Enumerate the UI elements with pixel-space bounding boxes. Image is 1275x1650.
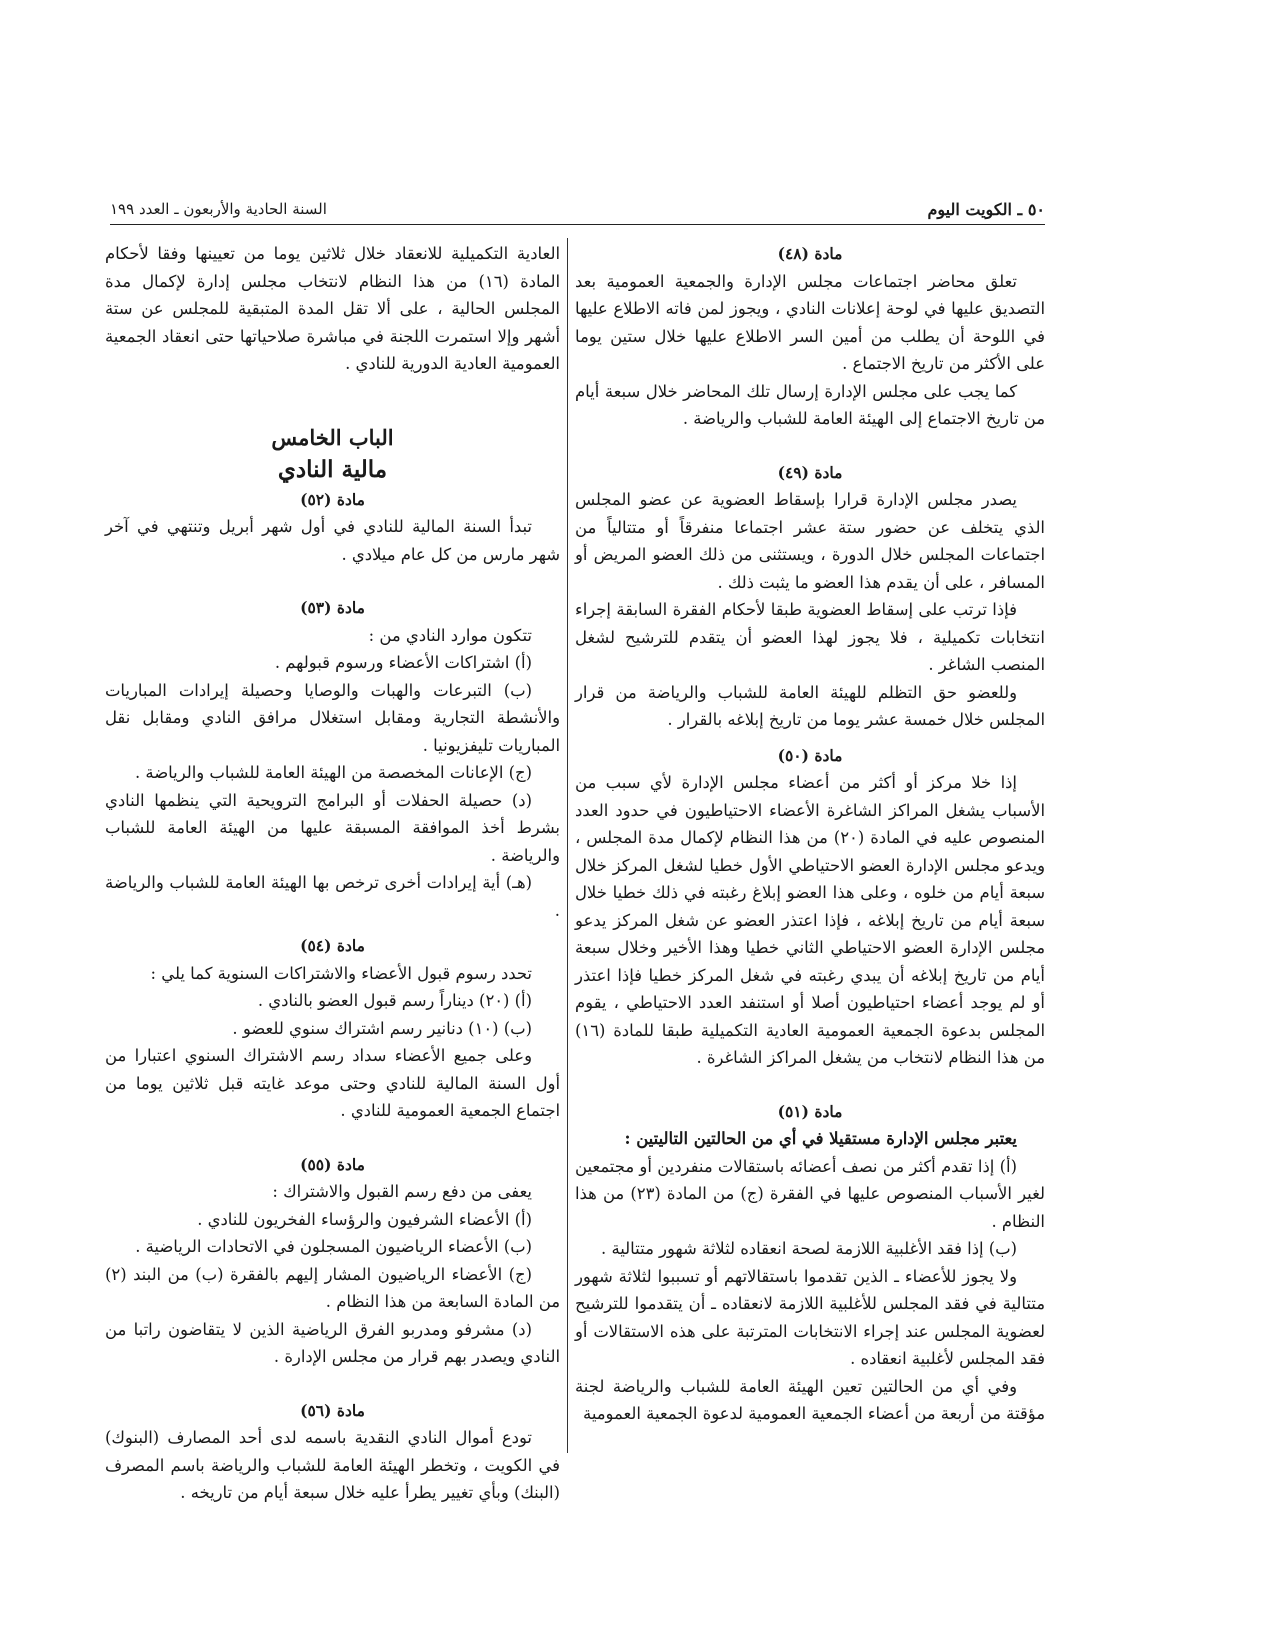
article-55-item-b: (ب) الأعضاء الرياضيون المسجلون في الاتحادات الرياضية . xyxy=(135,1237,532,1256)
left-column xyxy=(105,240,560,1507)
article-48-title: مادة (٤٨) xyxy=(777,244,843,263)
article-53-item-c: (ج) الإعانات المخصصة من الهيئة العامة للشباب والرياضة . xyxy=(135,763,532,782)
article-53-item-e: (هـ) أية إيرادات أخرى ترخص بها الهيئة العامة للشباب والرياضة . xyxy=(105,873,560,920)
article-51-title: مادة (٥١) xyxy=(777,1101,843,1121)
article-54-item-b: (ب) (١٠) دنانير رسم اشتراك سنوي للعضو . xyxy=(232,1018,532,1038)
article-54-item-a: (أ) (٢٠) ديناراً رسم قبول العضو بالنادي . xyxy=(257,991,532,1010)
column-divider xyxy=(567,238,568,1453)
article-51-paragraph-2: ولا يجوز للأعضاء ـ الذين تقدموا باستقالاتهم أو تسببوا لثلاثة شهور متتالية في فقد المجلس للأغلبية اللازمة لانعقاده ـ أن يتقدموا للترشيح لعضوية المجلس عند إجراء الانتخابات المترتبة على هذه الاستقالات أو فقد المجلس لأغلبية انعقاده . xyxy=(575,1266,1045,1368)
article-56-paragraph: تودع أموال النادي النقدية باسمه لدى أحد المصارف (البنوك) في الكويت ، وتخطر الهيئة العامة للشباب والرياضة باسم المصرف (البنك) وبأي تغيير يطرأ عليه خلال سبعة أيام من تاريخه . xyxy=(105,1428,560,1502)
article-49-title: مادة (٤٩) xyxy=(777,462,843,482)
article-53-item-a: (أ) اشتراكات الأعضاء ورسوم قبولهم . xyxy=(274,653,532,672)
article-51-paragraph-3: وفي أي من الحالتين تعين الهيئة العامة للشباب والرياضة لجنة مؤقتة من أربعة من أعضاء الجمعية العمومية لدعوة الجمعية العمومية xyxy=(575,1376,1045,1423)
article-55-item-a: (أ) الأعضاء الشرفيون والرؤساء الفخريون للنادي . xyxy=(197,1209,532,1229)
header-page-number-title: ٥٠ ـ الكويت اليوم xyxy=(927,200,1045,219)
article-51-item-b: (ب) إذا فقد الأغلبية اللازمة لصحة انعقاده لثلاثة شهور متتالية . xyxy=(601,1239,1017,1258)
article-54-title: مادة (٥٤) xyxy=(300,936,365,955)
article-54-intro: تحدد رسوم قبول الأعضاء والاشتراكات السنوية كما يلي : xyxy=(150,963,532,983)
article-55-title: مادة (٥٥) xyxy=(300,1154,365,1174)
header-issue-info: السنة الحادية والأربعون ـ العدد ١٩٩ xyxy=(110,200,327,218)
continued-paragraph: العادية التكميلية للانعقاد خلال ثلاثين يوما من تعيينها وفقا لأحكام المادة (١٦) من هذا النظام لانتخاب مجلس إدارة لإكمال مدة المجلس الحالية ، على ألا تقل المدة المتبقية للمجلس عن ستة أشهر وإلا استمرت اللجنة في مباشرة صلاحياتها حتى انعقاد الجمعية العمومية العادية الدورية للنادي . xyxy=(105,244,560,373)
article-54-paragraph-2: وعلى جميع الأعضاء سداد رسم الاشتراك السنوي اعتبارا من أول السنة المالية للنادي وحتى موعد غايته قبل ثلاثين يوما من اجتماع الجمعية العمومية للنادي . xyxy=(105,1046,560,1120)
right-column xyxy=(575,240,1045,1428)
article-51-item-a: (أ) إذا تقدم أكثر من نصف أعضائه باستقالات منفردين أو مجتمعين لغير الأسباب المنصوص عليها في الفقرة (ج) من المادة (٢٣) من هذا النظام . xyxy=(575,1156,1046,1231)
article-53-intro: تتكون موارد النادي من : xyxy=(368,625,532,645)
article-53-title: مادة (٥٣) xyxy=(300,598,365,617)
article-55-item-d: (د) مشرفو ومدربو الفرق الرياضية الذين لا يتقاضون راتبا من النادي ويصدر بهم قرار من مجلس الإدارة . xyxy=(105,1319,560,1366)
article-49-paragraph-2: فإذا ترتب على إسقاط العضوية طبقا لأحكام الفقرة السابقة إجراء انتخابات تكميلية ، فلا يجوز لهذا العضو أن يتقدم للترشيح لشغل المنصب الشاغر . xyxy=(575,600,1045,674)
article-52-paragraph: تبدأ السنة المالية للنادي في أول شهر أبريل وتنتهي في آخر شهر مارس من كل عام ميلادي . xyxy=(105,517,560,564)
article-48-paragraph-2: كما يجب على مجلس الإدارة إرسال تلك المحاضر خلال سبعة أيام من تاريخ الاجتماع إلى الهيئة العامة للشباب والرياضة . xyxy=(575,381,1045,428)
article-53-item-b: (ب) التبرعات والهبات والوصايا وحصيلة إيرادات المباريات والأنشطة التجارية ومقابل استغلال مرافق النادي ومقابل نقل المباريات تليفزيونيا . xyxy=(105,680,560,755)
article-49-paragraph-1: يصدر مجلس الإدارة قرارا بإسقاط العضوية عن عضو المجلس الذي يتخلف عن حضور ستة عشر اجتماعا منفرقاً أو متتالياً من اجتماعات المجلس خلال الدورة ، ويستثنى من ذلك العضو المريض أو المسافر ، على أن يقدم هذا العضو ما يثبت ذلك . xyxy=(575,490,1045,592)
article-50-title: مادة (٥٠) xyxy=(777,745,843,765)
article-48-paragraph-1: تعلق محاضر اجتماعات مجلس الإدارة والجمعية العمومية بعد التصديق عليها في لوحة إعلانات النادي ، ويجوز لمن فاته الاطلاع عليها في اللوحة أن يطلب من أمين السر الاطلاع عليها خلال ستين يوما على الأكثر من تاريخ الاجتماع . xyxy=(575,271,1045,373)
article-53-item-d: (د) حصيلة الحفلات أو البرامج الترويحية التي ينظمها النادي بشرط أخذ الموافقة المسبقة عليها من الهيئة العامة للشباب والرياضة . xyxy=(105,790,560,865)
article-50-paragraph-1: إذا خلا مركز أو أكثر من أعضاء مجلس الإدارة لأي سبب من الأسباب يشغل المراكز الشاغرة الأعضاء الاحتياطيون في حدود العدد المنصوص عليه في المادة (٢٠) من هذا النظام لإكمال مدة المجلس ، ويدعو مجلس الإدارة العضو الاحتياطي الأول خطيا لشغل المركز خلال سبعة أيام من خلوه ، وعلى هذا العضو إبلاغ رغبته في ذلك خطيا خلال سبعة أيام من تاريخ إبلاغه ، فإذا اعتذر العضو عن شغل المركز يدعو مجلس الإدارة العضو الاحتياطي الثاني خطيا وهذا الأخير وخلال سبعة أيام من تاريخ إبلاغه أن يبدي رغبته في شغل المركز خطيا فإذا اعتذر أو لم يوجد أعضاء احتياطيون أصلا أو استنفد العدد الاحتياطي ، يقوم المجلس بدعوة الجمعية العمومية العادية التكميلية طبقا للمادة (١٦) من هذا النظام لانتخاب من يشغل المراكز الشاغرة . xyxy=(575,773,1045,1067)
chapter-title: مالية النادي xyxy=(277,455,388,483)
article-55-intro: يعفى من دفع رسم القبول والاشتراك : xyxy=(272,1182,532,1201)
article-56-title: مادة (٥٦) xyxy=(300,1400,365,1420)
article-49-paragraph-3: وللعضو حق التظلم للهيئة العامة للشباب والرياضة من قرار المجلس خلال خمسة عشر يوما من تاريخ إبلاغه بالقرار . xyxy=(575,682,1045,729)
article-51-intro: يعتبر مجلس الإدارة مستقيلا في أي من الحالتين التاليتين : xyxy=(624,1129,1017,1148)
chapter-heading: الباب الخامس xyxy=(271,424,394,450)
article-55-item-c: (ج) الأعضاء الرياضيون المشار إليهم بالفقرة (ب) من البند (٢) من المادة السابعة من هذا النظام . xyxy=(105,1264,560,1311)
page-header xyxy=(110,200,1045,225)
article-52-title: مادة (٥٢) xyxy=(300,489,365,509)
